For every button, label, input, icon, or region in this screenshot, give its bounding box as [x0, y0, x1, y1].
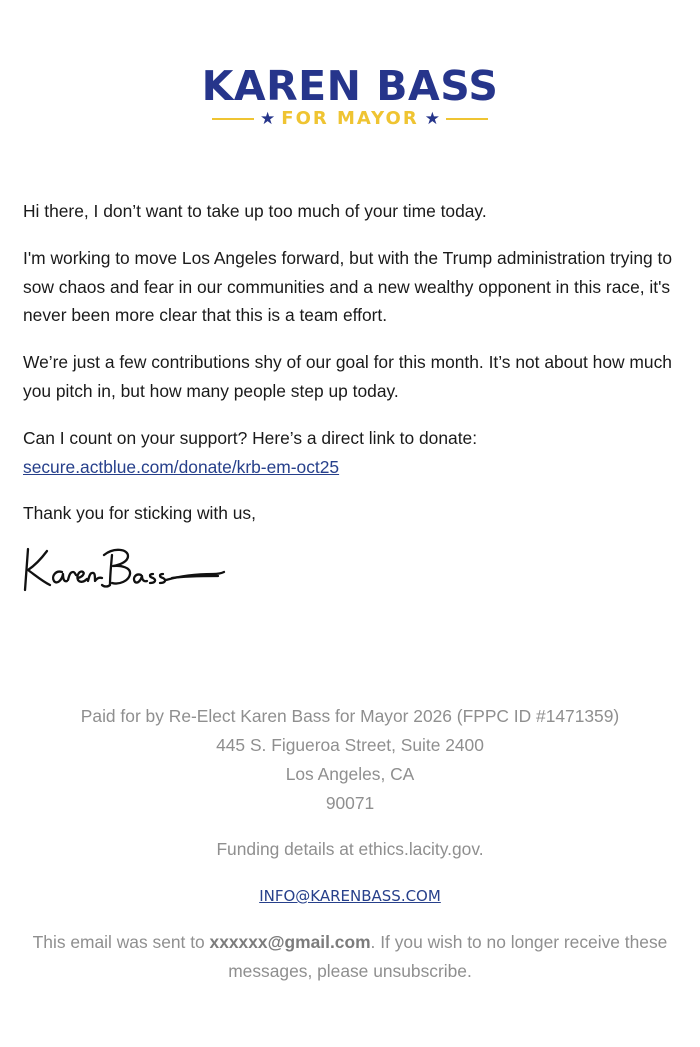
- paragraph-goal: We’re just a few contributions shy of our goal for this month. It’s not about how much you pitch in, but how many people step up today.: [23, 352, 672, 401]
- logo-tagline-row: [0, 108, 700, 130]
- donate-ask: [23, 424, 683, 482]
- contact-email-link[interactable]: INFO@KARENBASS.COM: [259, 887, 441, 905]
- recipient-notice-prefix: This email was sent to: [32, 932, 210, 952]
- contact-row: [0, 881, 700, 911]
- recipient-email: xxxxxx@gmail.com: [209, 932, 371, 952]
- footer-spacer: [0, 864, 700, 881]
- recipient-notice: [0, 928, 700, 986]
- logo-rule-left: [212, 118, 254, 120]
- closing: Thank you for sticking with us,: [23, 503, 256, 524]
- donate-ask-text: Can I count on your support? Here’s a direct link to donate:: [23, 427, 478, 448]
- email-footer: [0, 702, 700, 986]
- logo-tagline: FOR MAYOR: [281, 108, 419, 129]
- email-body: [23, 197, 683, 546]
- donate-link[interactable]: secure.actblue.com/donate/krb-em-oct25: [23, 456, 340, 477]
- logo-rule-right: [446, 118, 488, 120]
- greeting: Hi there, I don’t want to take up too much of your time today.: [23, 201, 487, 221]
- star-icon: ★: [260, 109, 276, 129]
- paid-for-disclaimer: Paid for by Re-Elect Karen Bass for Mayor 2026 (FPPC ID #1471359): [80, 706, 620, 726]
- paragraph-intro: I'm working to move Los Angeles forward, but with the Trump administration trying to sow chaos and fear in our communities and a new wealthy opponent in this race, it's never been more clear that this is a team effort.: [23, 247, 672, 326]
- footer-spacer: [0, 818, 700, 835]
- signature-image: [20, 541, 226, 597]
- logo-name: KAREN BASS: [201, 62, 499, 110]
- recipient-notice-suffix[interactable]: . If you wish to no longer receive these messages, please unsubscribe.: [228, 932, 668, 981]
- address-line-1: 445 S. Figueroa Street, Suite 2400: [216, 735, 484, 755]
- address-line-2: Los Angeles, CA: [285, 764, 415, 784]
- campaign-logo: [0, 62, 700, 130]
- address-zip: 90071: [325, 793, 375, 813]
- footer-spacer: [0, 911, 700, 928]
- funding-details: Funding details at ethics.lacity.gov.: [216, 839, 484, 859]
- star-icon: ★: [424, 109, 440, 129]
